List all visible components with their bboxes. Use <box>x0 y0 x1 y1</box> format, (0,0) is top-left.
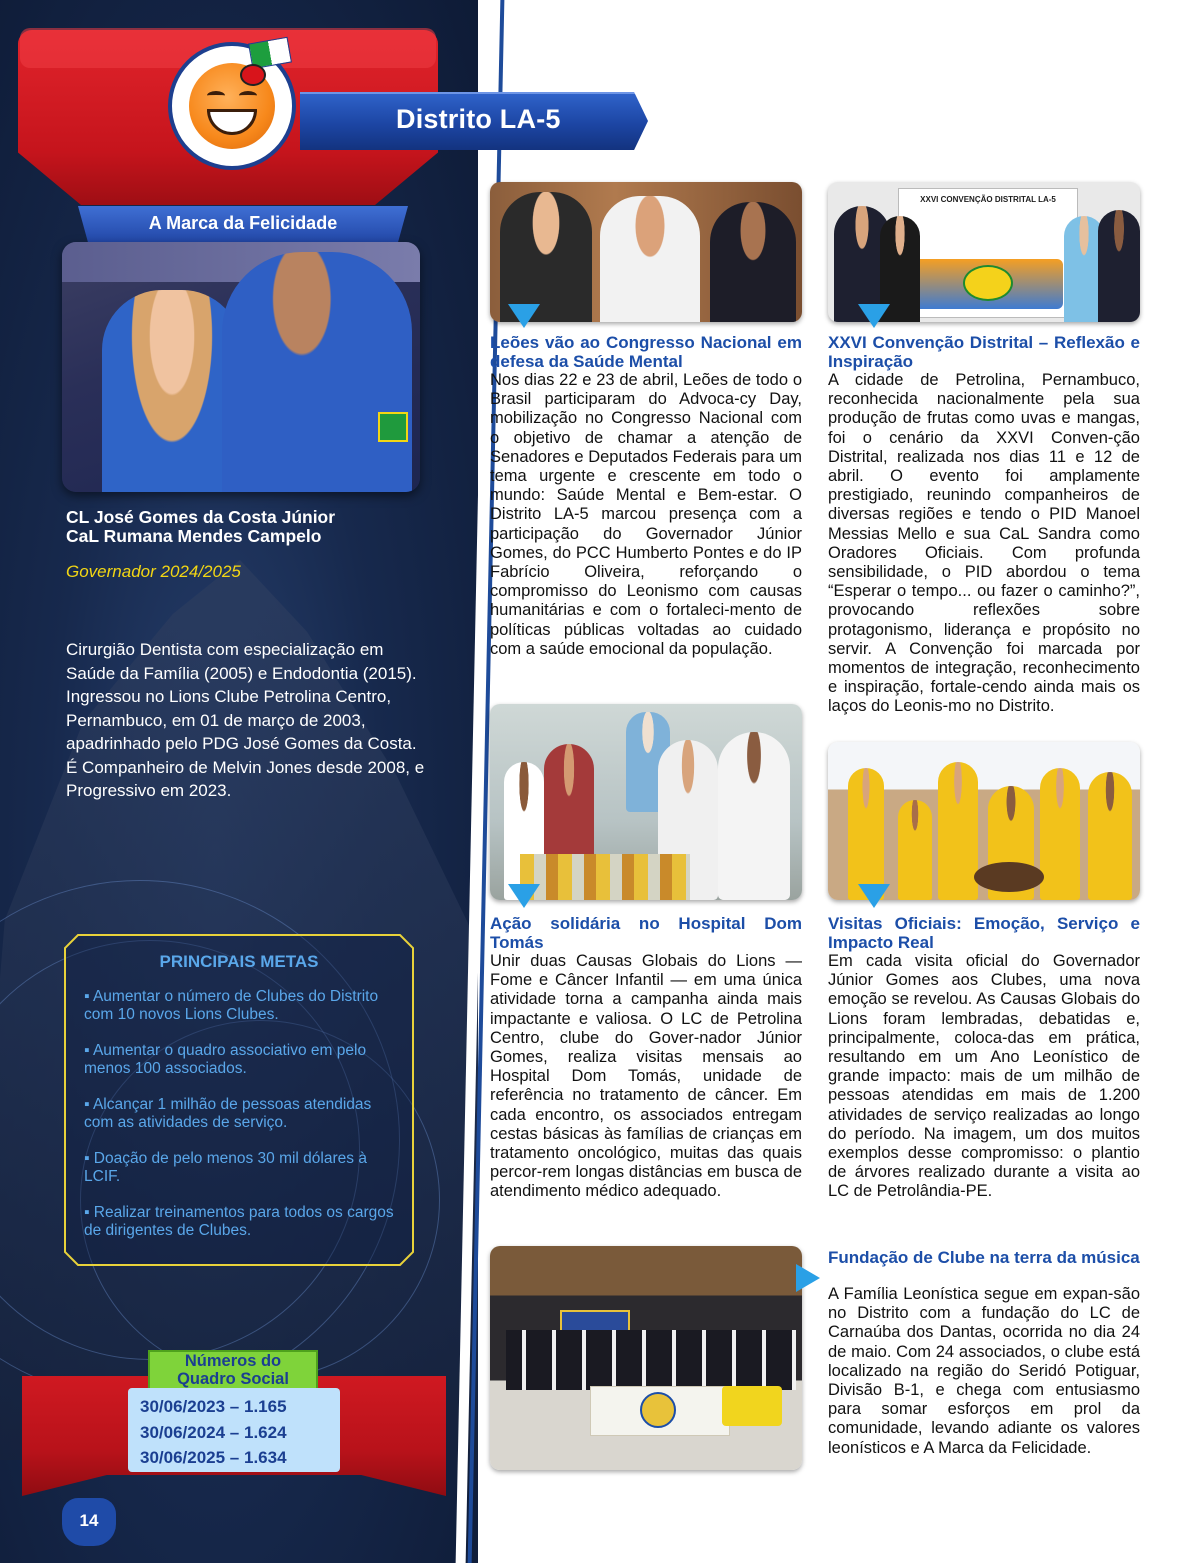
photo-person <box>500 192 592 322</box>
hospital-photo <box>490 704 802 900</box>
article-title: Visitas Oficiais: Emoção, Serviço e Impacto Real <box>828 914 1140 952</box>
article-title: Fundação de Clube na terra da música <box>828 1248 1140 1267</box>
pointer-icon <box>858 304 890 328</box>
list-item: ▪ Alcançar 1 milhão de pessoas atendidas com as atividades de serviço. <box>84 1096 372 1131</box>
pointer-icon <box>796 1264 820 1292</box>
numeros-title-line1: Números do <box>184 1352 282 1370</box>
governor-bio: Cirurgião Dentista com especialização em Saúde da Família (2005) e Endodontia (2015). Ingressou no Lions Clube Petrolina Centro, Pernambuco, em 01 de março de 2003, apadrinhado pelo PDG José Gomes da Costa. É Companheiro de Melvin Jones desde 2008, e Progressivo em 2023. <box>66 640 425 800</box>
pointer-icon <box>508 884 540 908</box>
flag-patch-icon <box>378 412 408 442</box>
governor-photo <box>62 242 420 492</box>
article-body: Unir duas Causas Globais do Lions — Fome e Câncer Infantil — em uma única atividade torna a campanha ainda mais impactante e valiosa. O LC de Petrolina Centro, clube do Gover-nador Júnior Gomes, realiza visitas mensais ao Hospital Dom Tomás, unidade de referência no tratamento de câncer. Em cada encontro, os associados entregam cestas básicas às famílias de crianças em tratamento oncológico, muitas das quais percor-rem longas distâncias em busca de atendimento médico adequado. <box>490 952 802 1201</box>
food-baskets <box>520 854 690 900</box>
metas-title: PRINCIPAIS METAS <box>159 952 319 971</box>
soil-mound <box>974 862 1044 892</box>
pointer-icon <box>508 304 540 328</box>
yellow-flag <box>722 1386 782 1426</box>
numeros-title-line2: Quadro Social <box>177 1370 289 1388</box>
governor-title: Governador 2024/2025 <box>66 562 241 581</box>
governor-name-line2: CaL Rumana Mendes Campelo <box>66 526 322 546</box>
photo-person <box>710 202 796 322</box>
list-item: 30/06/2024 – 1.624 <box>140 1422 287 1442</box>
district-title: Distrito LA-5 <box>396 104 561 134</box>
convention-photo <box>828 182 1140 322</box>
list-item: ▪ Aumentar o quadro associativo em pelo menos 100 associados. <box>84 1042 367 1077</box>
article-title: Leões vão ao Congresso Nacional em defesa da Saúde Mental <box>490 333 802 371</box>
photo-person <box>1040 768 1080 900</box>
article-body: A cidade de Petrolina, Pernambuco, reconhecida nacionalmente pela sua produção de frutas como uvas e mangas, foi o cenário da XXVI Conven-ção Distrital, realizada nos dias 11 e 12 de abril. O evento foi amplamente prestigiado, reunindo companheiros de diversas regiões e tendo o PID Manoel Messias Mello e sua CaL Sandra como Oradores Oficiais. Com profunda sensibilidade, o PID abordou o tema “Esperar o tempo... ou fazer o caminho?”, provocando reflexões sobre protagonismo, liderança e propósito no servir. A Convenção foi marcada por momentos de integração, reconhecimento e inspiração, fortale-cendo ainda mais os laços do Leonis-mo no Distrito. <box>828 371 1140 716</box>
convention-banner <box>898 188 1078 318</box>
photo-person <box>718 732 790 900</box>
photo-person <box>1098 210 1140 322</box>
pointer-icon <box>858 884 890 908</box>
list-item: ▪ Aumentar o número de Clubes do Distrito com 10 novos Lions Clubes. <box>84 988 379 1023</box>
group-of-members <box>506 1330 796 1390</box>
article-body: A Família Leonística segue em expan-são no Distrito com a fundação do LC de Carnaúba dos Dantas, ocorrida no dia 24 de maio. Com 24 associados, o clube está localizado na região do Seridó Potiguar, Divisão B-1, e chega com entusiasmo para somar esforços em prol da comunidade, levando adiante os valores leonísticos e A Marca da Felicidade. <box>828 1285 1140 1457</box>
convention-banner-title: XXVI CONVENÇÃO DISTRITAL LA-5 <box>920 195 1056 204</box>
metas-list <box>84 988 402 1258</box>
page-number: 14 <box>62 1498 116 1546</box>
ladybug-icon <box>240 64 266 86</box>
lions-logo-icon <box>963 265 1013 301</box>
club-foundation-photo <box>490 1246 802 1470</box>
photo-person <box>600 196 700 322</box>
numeros-title <box>148 1352 318 1388</box>
lions-logo-icon <box>640 1392 676 1428</box>
congress-photo <box>490 182 802 322</box>
photo-person <box>1088 772 1132 900</box>
list-item: ▪ Realizar treinamentos para todos os cargos de dirigentes de Clubes. <box>84 1204 394 1239</box>
governor-name <box>66 508 335 546</box>
photo-person <box>222 252 412 492</box>
list-item: 30/06/2025 – 1.634 <box>140 1448 287 1467</box>
eye-icon <box>239 91 257 100</box>
photo-person <box>898 800 932 900</box>
smile-icon <box>207 109 257 135</box>
article-body: Nos dias 22 e 23 de abril, Leões de todo o Brasil participaram do Advoca-cy Day, mobilização no Congresso Nacional com o objetivo de chamar a atenção de Senadores e Deputados Federais para um tema urgente e crescente em todo o mundo: Saúde Mental e Bem-estar. O Distrito LA-5 marcou presença com a participação do Governador Júnior Gomes, do PCC Humberto Pontes e do IP Fabrício Oliveira, reforçando o compromisso do Leonismo com causas humanitárias e com o fortaleci-mento de políticas públicas voltadas ao cuidado com a saúde emocional da população. <box>490 371 802 658</box>
list-item: ▪ Doação de pelo menos 30 mil dólares à LCIF. <box>84 1150 367 1185</box>
article-body: Em cada visita oficial do Governador Júnior Gomes aos Clubes, uma nova emoção se revelou. As Causas Globais do Lions foram lembradas, debatidas e, principalmente, coloca-das em prática, resultando em um Ano Leonístico de grande impacto: mais de um milhão de pessoas atendidas em mais de 1.200 atividades de serviço realizadas ao longo do período. Na imagem, um dos muitos exemplos desse compromisso: o plantio de árvores realizado durante a visita ao LC de Petrolândia-PE. <box>828 952 1140 1201</box>
numeros-list <box>140 1394 287 1471</box>
article-title: XXVI Convenção Distrital – Reflexão e Inspiração <box>828 333 1140 371</box>
slogan-text: A Marca da Felicidade <box>148 213 338 233</box>
tree-planting-photo <box>828 742 1140 900</box>
governor-name-line1: CL José Gomes da Costa Júnior <box>66 507 336 527</box>
photo-person <box>848 768 884 900</box>
article-title: Ação solidária no Hospital Dom Tomás <box>490 914 802 952</box>
list-item: 30/06/2023 – 1.165 <box>140 1397 287 1416</box>
eye-icon <box>207 91 225 100</box>
photo-person <box>938 762 978 900</box>
photo-person <box>102 290 242 492</box>
